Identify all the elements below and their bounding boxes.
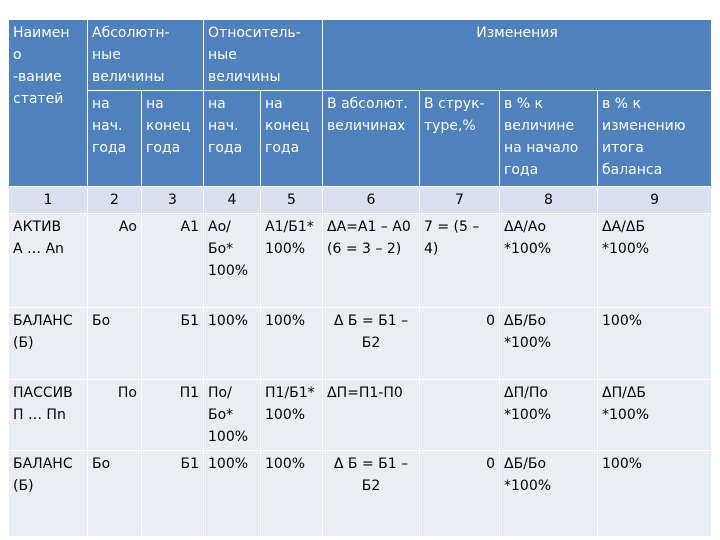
cell-change-pct-total: ΔА/ΔБ *100% (598, 214, 712, 308)
column-number: 7 (420, 187, 500, 214)
header-change-pct-total: в % к изменению итога баланса (598, 91, 712, 187)
cell-change-pct-start: ΔП/По *100% (500, 380, 598, 451)
column-number: 4 (204, 187, 261, 214)
cell-rel-start: По/ Бо* 100% (204, 380, 261, 451)
table-row (9, 214, 712, 308)
cell-item: АКТИВ А … Аn (9, 214, 88, 308)
column-number: 5 (261, 187, 323, 214)
header-abs-start: на нач. года (88, 91, 142, 187)
cell-rel-start: Ао/ Бо* 100% (204, 214, 261, 308)
cell-change-pct-total: ΔП/ΔБ *100% (598, 380, 712, 451)
cell-item: БАЛАНС (Б) (9, 451, 88, 537)
header-change-structure: В струк- туре,% (420, 91, 500, 187)
cell-change-pct-start: ΔБ/Бо *100% (500, 308, 598, 380)
cell-change-structure (420, 380, 500, 451)
table-row (9, 380, 712, 451)
column-number: 9 (598, 187, 712, 214)
cell-change-pct-total: 100% (598, 308, 712, 380)
cell-item: ПАССИВ П … Пn (9, 380, 88, 451)
column-number: 3 (142, 187, 204, 214)
cell-change-structure: 7 = (5 – 4) (420, 214, 500, 308)
cell-abs-end: Б1 (142, 451, 204, 537)
table-row (9, 308, 712, 380)
cell-abs-start: Ао (88, 214, 142, 308)
cell-abs-end: А1 (142, 214, 204, 308)
cell-change-pct-total: 100% (598, 451, 712, 537)
header-change-absolute: В абсолют. величинах (323, 91, 420, 187)
header-change-pct-start: в % к величине на начало года (500, 91, 598, 187)
cell-change-absolute: ΔП=П1-П0 (323, 380, 420, 451)
cell-abs-end: Б1 (142, 308, 204, 380)
cell-change-structure: 0 (420, 451, 500, 537)
cell-change-absolute: Δ Б = Б1 – Б2 (323, 308, 420, 380)
cell-rel-end: П1/Б1* 100% (261, 380, 323, 451)
cell-change-pct-start: ΔА/Ао *100% (500, 214, 598, 308)
analysis-table (8, 19, 712, 537)
column-number: 8 (500, 187, 598, 214)
cell-change-absolute: ΔА=А1 – А0 (6 = 3 – 2) (323, 214, 420, 308)
cell-item: БАЛАНС (Б) (9, 308, 88, 380)
cell-rel-end: 100% (261, 451, 323, 537)
cell-rel-start: 100% (204, 308, 261, 380)
cell-change-structure: 0 (420, 308, 500, 380)
cell-abs-start: Бо (88, 308, 142, 380)
table-row (9, 451, 712, 537)
header-changes: Изменения (323, 20, 712, 91)
cell-rel-end: 100% (261, 308, 323, 380)
header-abs-end: на конец года (142, 91, 204, 187)
column-number: 2 (88, 187, 142, 214)
header-rel-end: на конец года (261, 91, 323, 187)
cell-abs-start: По (88, 380, 142, 451)
column-number: 6 (323, 187, 420, 214)
cell-abs-start: Бо (88, 451, 142, 537)
cell-rel-end: А1/Б1* 100% (261, 214, 323, 308)
header-item-names: Наимен о -вание статей (9, 20, 88, 187)
cell-change-pct-start: ΔБ/Бо *100% (500, 451, 598, 537)
cell-rel-start: 100% (204, 451, 261, 537)
cell-change-absolute: Δ Б = Б1 – Б2 (323, 451, 420, 537)
column-number: 1 (9, 187, 88, 214)
header-relative-values: Относитель- ные величины (204, 20, 323, 91)
header-absolute-values: Абсолютн- ные величины (88, 20, 204, 91)
header-rel-start: на нач. года (204, 91, 261, 187)
cell-abs-end: П1 (142, 380, 204, 451)
